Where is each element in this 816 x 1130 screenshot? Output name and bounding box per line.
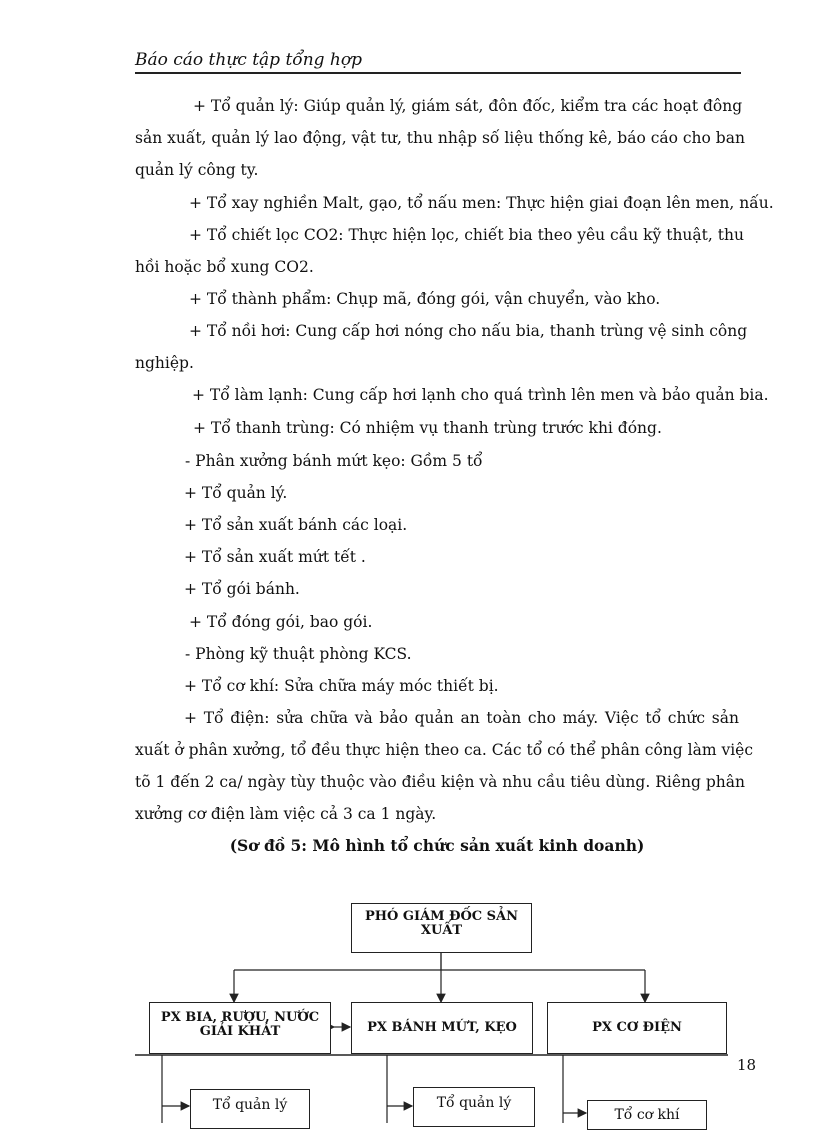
text-line: quản lý công ty.: [135, 161, 259, 179]
text-line: tõ 1 đến 2 ca/ ngày tùy thuộc vào điều kiện và nhu cầu tiêu dùng. Riêng phân: [135, 773, 745, 791]
box-px-mechanical: PX CƠ ĐIỆN: [547, 1002, 727, 1054]
text-line: - Phòng kỹ thuật phòng KCS.: [185, 645, 412, 663]
text-line: hồi hoặc bổ xung CO2.: [135, 258, 314, 276]
box-sub-management-1: Tổ quản lý: [190, 1089, 310, 1129]
text-line: + Tổ đóng gói, bao gói.: [189, 613, 373, 631]
text-line: + Tổ xay nghiền Malt, gạo, tổ nấu men: Thực hiện giai đoạn lên men, nấu.: [189, 194, 774, 212]
page-number: 18: [737, 1056, 757, 1074]
header-title: Báo cáo thực tập tổng hợp: [135, 50, 363, 70]
text-line: + Tổ làm lạnh: Cung cấp hơi lạnh cho quá trình lên men và bảo quản bia.: [192, 386, 769, 404]
text-line: sản xuất, quản lý lao động, vật tư, thu nhập số liệu thống kê, báo cáo cho ban: [135, 129, 745, 147]
text-line: + Tổ cơ khí: Sửa chữa máy móc thiết bị.: [184, 677, 499, 695]
box-deputy-director-line1: PHÓ GIÁM ĐỐC SẢN: [364, 909, 518, 924]
box-px-confectionery: PX BÁNH MỨT, KẸO: [351, 1002, 533, 1054]
text-line: + Tổ nồi hơi: Cung cấp hơi nóng cho nấu bia, thanh trùng vệ sinh công: [189, 322, 748, 340]
box-px-beer-line2: GIẢI KHÁT: [199, 1024, 281, 1039]
text-line: - Phân xưởng bánh mứt kẹo: Gồm 5 tổ: [185, 452, 483, 470]
box-sub-management-2: Tổ quản lý: [413, 1087, 535, 1127]
text-line: xuất ở phân xưởng, tổ đều thực hiện theo ca. Các tổ có thể phân công làm việc: [135, 741, 754, 759]
text-line: + Tổ thành phẩm: Chụp mã, đóng gói, vận chuyển, vào kho.: [189, 290, 661, 308]
box-px-beer: [149, 1002, 331, 1054]
text-line: xưởng cơ điện làm việc cả 3 ca 1 ngày.: [135, 805, 437, 823]
text-line: + Tổ quản lý.: [184, 484, 288, 502]
text-line: + Tổ gói bánh.: [184, 580, 300, 598]
diagram-caption: (Sơ đồ 5: Mô hình tổ chức sản xuất kinh doanh): [229, 836, 645, 855]
text-line: + Tổ quản lý: Giúp quản lý, giám sát, đôn đốc, kiểm tra các hoạt đông: [193, 97, 743, 115]
text-line: + Tổ chiết lọc CO2: Thực hiện lọc, chiết bia theo yêu cầu kỹ thuật, thu: [189, 226, 744, 244]
text-line: + Tổ sản xuất mứt tết .: [184, 548, 366, 566]
box-sub-mechanical: Tổ cơ khí: [587, 1100, 707, 1130]
box-px-beer-line1: PX BIA, RƯỢU, NƯỚC: [160, 1010, 320, 1025]
text-line: + Tổ điện: sửa chữa và bảo quản an toàn cho máy. Việc tổ chức sản: [184, 709, 739, 727]
box-deputy-director-line2: XUẤT: [420, 923, 463, 938]
text-line: + Tổ thanh trùng: Có nhiệm vụ thanh trùng trước khi đóng.: [193, 419, 662, 437]
text-line: + Tổ sản xuất bánh các loại.: [184, 516, 408, 534]
box-deputy-director: [351, 903, 532, 953]
text-line: nghiệp.: [135, 354, 194, 372]
